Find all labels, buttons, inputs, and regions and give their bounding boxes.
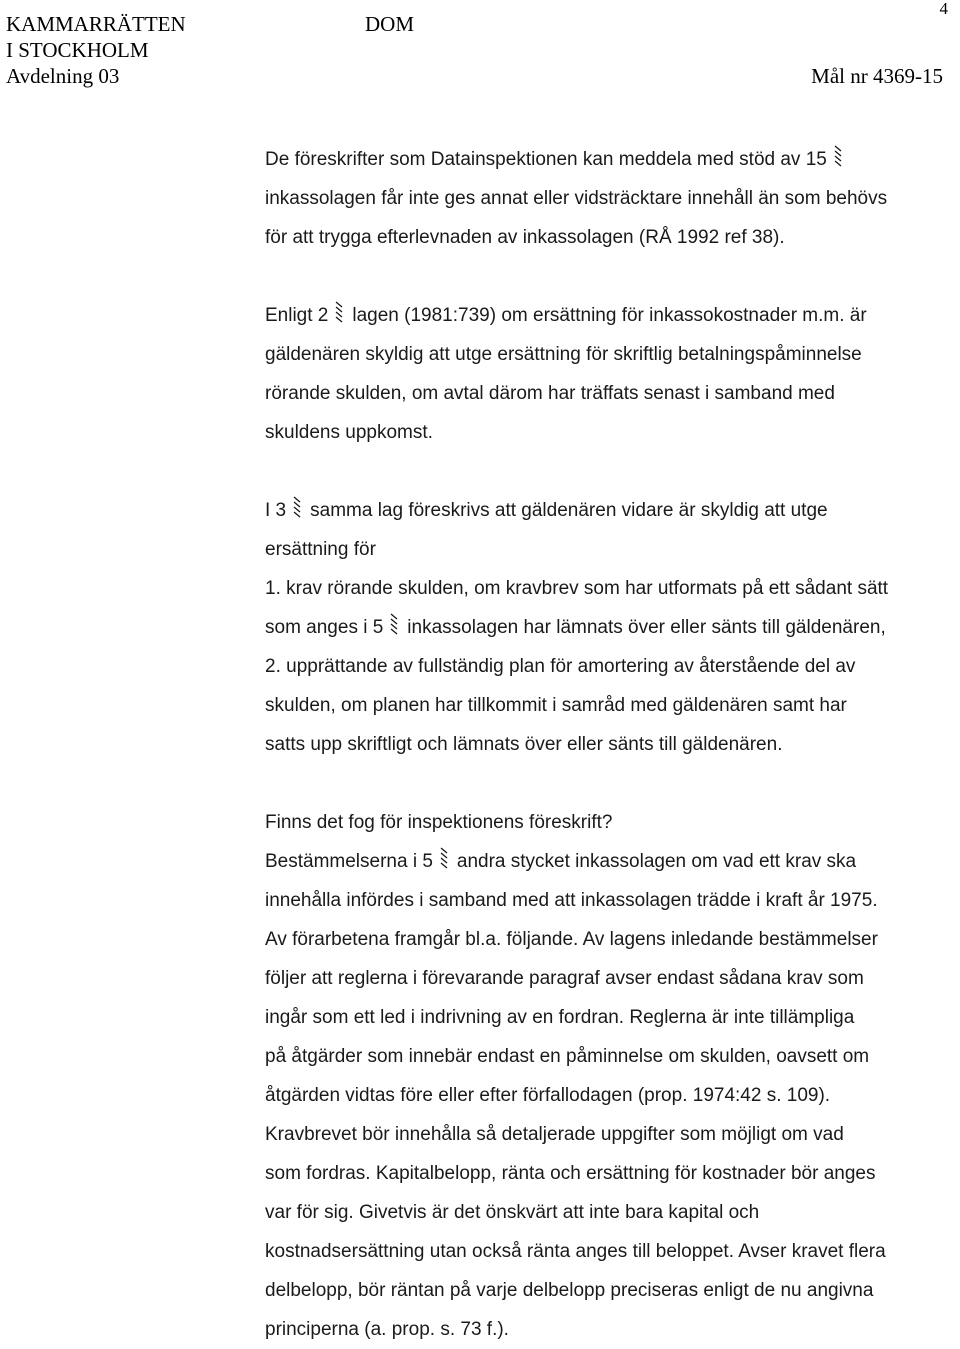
text-line: rörande skulden, om avtal därom har träffats senast i samband med [265, 383, 835, 404]
text-line: delbelopp, bör räntan på varje delbelopp preciseras enligt de nu angivna [265, 1280, 874, 1301]
department: Avdelning 03 [6, 64, 120, 88]
case-number: Mål nr 4369-15 [811, 64, 943, 88]
text-line: ingår som ett led i indrivning av en fordran. Reglerna är inte tillämpliga [265, 1007, 855, 1028]
text-line: Av förarbetena framgår bl.a. följande. Av lagens inledande bestämmelser [265, 929, 878, 950]
text-line: Enligt 2 lagen (1981:739) om ersättning för inkassokostnader m.m. är [265, 296, 945, 335]
text-line: satts upp skriftligt och lämnats över eller sänts till gäldenären. [265, 734, 783, 755]
text-line: inkassolagen får inte ges annat eller vidsträcktare innehåll än som behövs [265, 188, 888, 209]
text-line: Finns det fog för inspektionens föreskrift? [265, 812, 613, 833]
paragraph-1 [265, 140, 945, 257]
text-line: skuldens uppkomst. [265, 422, 433, 443]
text-line: som anges i 5 inkassolagen har lämnats över eller sänts till gäldenären, [265, 608, 945, 647]
text-line: Kravbrevet bör innehålla så detaljerade uppgifter som möjligt om vad [265, 1124, 844, 1145]
text-line: kostnadsersättning utan också ränta anges till beloppet. Avser kravet flera [265, 1241, 886, 1262]
section-sign-icon [292, 496, 302, 522]
text-line: skulden, om planen har tillkommit i samråd med gäldenären samt har [265, 695, 847, 716]
paragraph-2 [265, 296, 945, 452]
section-sign-icon [439, 847, 449, 873]
document-type: DOM [365, 12, 415, 36]
paragraph-4 [265, 803, 945, 1349]
text-line: ersättning för [265, 539, 376, 560]
text-line: innehålla infördes i samband med att inkassolagen trädde i kraft år 1975. [265, 890, 878, 911]
text-line: gäldenären skyldig att utge ersättning för skriftlig betalningspåminnelse [265, 344, 862, 365]
text-line: som fordras. Kapitalbelopp, ränta och ersättning för kostnader bör anges [265, 1163, 876, 1184]
text-line: åtgärden vidtas före eller efter förfallodagen (prop. 1974:42 s. 109). [265, 1085, 831, 1106]
text-line: följer att reglerna i förevarande paragraf avser endast sådana krav som [265, 968, 864, 989]
text-line: var för sig. Givetvis är det önskvärt att inte bara kapital och [265, 1202, 760, 1223]
court-name-line-2: I STOCKHOLM [6, 38, 149, 62]
text-line: 2. upprättande av fullständig plan för amortering av återstående del av [265, 656, 856, 677]
text-line: De föreskrifter som Datainspektionen kan meddela med stöd av 15 [265, 140, 945, 179]
section-sign-icon [833, 145, 843, 171]
text-line: för att trygga efterlevnaden av inkassolagen (RÅ 1992 ref 38). [265, 227, 785, 248]
text-line: Bestämmelserna i 5 andra stycket inkassolagen om vad ett krav ska [265, 842, 945, 881]
page-header [0, 0, 960, 100]
section-sign-icon [389, 613, 399, 639]
section-sign-icon [334, 301, 344, 327]
text-line: principerna (a. prop. s. 73 f.). [265, 1319, 509, 1340]
text-line: 1. krav rörande skulden, om kravbrev som har utformats på ett sådant sätt [265, 578, 889, 599]
text-line: I 3 samma lag föreskrivs att gäldenären vidare är skyldig att utge [265, 491, 945, 530]
court-name-line-1: KAMMARRÄTTEN [6, 12, 186, 36]
paragraph-3 [265, 491, 945, 764]
page-number: 4 [939, 0, 948, 18]
text-line: på åtgärder som innebär endast en påminnelse om skulden, oavsett om [265, 1046, 870, 1067]
